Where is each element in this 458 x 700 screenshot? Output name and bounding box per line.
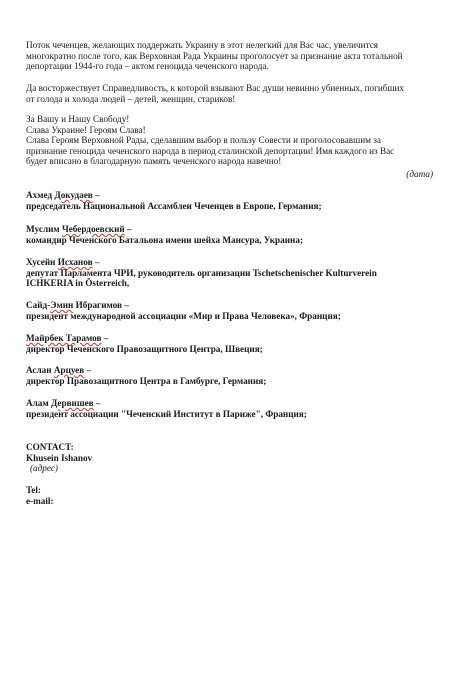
text-line: депортации 1944-го года – актом геноцида чеченского народа. — [26, 61, 269, 72]
signatory-name: Сайд-Эмин Ибрагимов – — [26, 300, 129, 310]
signatory-dervishev — [26, 398, 438, 419]
paragraph-ukraine-support — [26, 40, 436, 72]
tel-label: Tel: — [26, 485, 41, 495]
text-line: признание геноцида чеченского народа в период сталинской депортации! Имя каждого из Вас — [26, 145, 395, 156]
contact-details — [26, 485, 54, 506]
signatory-title: ICHKERIA in Österreich, — [26, 278, 130, 289]
contact-name: Khusein Ishanov — [26, 452, 93, 463]
signatory-dokudaev — [26, 190, 438, 211]
text-line: Поток чеченцев, желающих поддержать Украину в этот нелегкий для Вас час, увеличится — [26, 40, 379, 50]
contact-block — [26, 442, 92, 474]
signatory-cherberdoevsky — [26, 224, 438, 245]
signatory-iskhanov — [26, 257, 438, 289]
signatory-artsuev — [26, 365, 438, 386]
text-line: от голода и холода людей – детей, женщин, стариков! — [26, 93, 236, 104]
date-placeholder: (дата) — [406, 169, 433, 179]
signatory-ibragimov — [26, 300, 438, 321]
signatory-name: Муслим Чебердоевский – — [26, 224, 132, 234]
contact-heading: CONTACT: — [26, 442, 74, 452]
signatory-title: директор Правозащитного Центра в Гамбурге, Германия; — [26, 375, 267, 386]
text-line: будет вписано в благодарную память чеченского народа навечно! — [26, 156, 282, 167]
signatory-title: командир Чеченского Батальона имени шейха Мансура, Украина; — [26, 234, 303, 245]
signatory-taramov — [26, 333, 438, 354]
text-line: многократно после того, как Верховная Рада Украины проголосует за признание акта тотальной — [26, 50, 403, 61]
signatory-name: Аслан Арцуев – — [26, 365, 92, 375]
text-line: Слава Украине! Героям Слава! — [26, 124, 146, 135]
signatory-name: Ахмед Докудаев – — [26, 190, 100, 200]
text-line: Да восторжествует Справедливость, к которой взывают Вас души невинно убиенных, погибших — [26, 83, 405, 93]
text-line: За Вашу и Нашу Свободу! — [26, 114, 130, 124]
signatory-name: Майрбек Тарамов – — [26, 333, 109, 343]
text-line: Слава Героям Верховной Рады, сделавшим выбор в пользу Совести и проголосовавшим за — [26, 135, 381, 146]
paragraph-glory — [26, 114, 436, 167]
signatory-title: председатель Национальной Ассамблеи Чеченцев в Европе, Германия; — [26, 200, 322, 211]
signatory-title: президент ассоциации "Чеченский Институт в Париже", Франция; — [26, 408, 307, 419]
signatory-name: Хусейн Исханов – — [26, 257, 100, 267]
paragraph-justice — [26, 83, 436, 104]
address-placeholder: (адрес) — [30, 463, 58, 474]
signatory-title: директор Чеченского Правозащитного Центра, Швеция; — [26, 343, 263, 354]
signatory-name: Алам Дервишев – — [26, 398, 101, 408]
email-label: e-mail: — [26, 495, 54, 506]
signatory-title: президент международной ассоциации «Мир и Права Человека», Франция; — [26, 310, 341, 321]
signatory-title: депутат Парламента ЧРИ, руководитель организации Tschetschenischer Kulturverein — [26, 267, 377, 278]
